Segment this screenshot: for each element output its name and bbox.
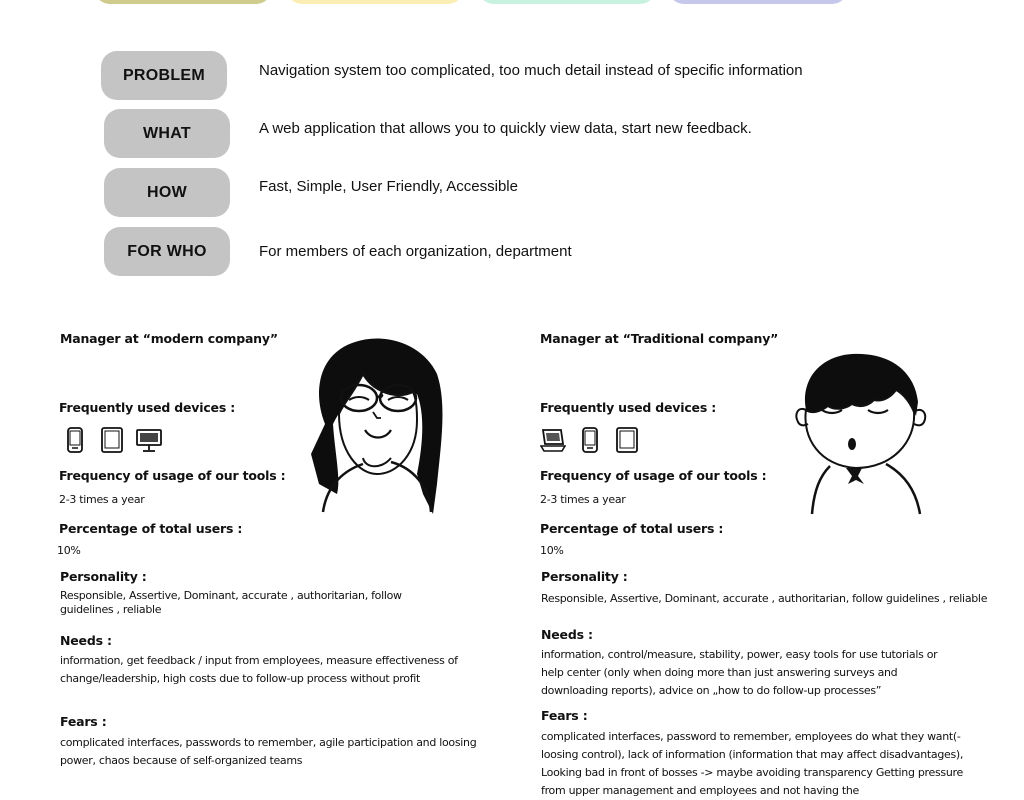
for-who-text: For members of each organization, department	[259, 243, 572, 260]
persona-2-needs: information, control/measure, stability, power, easy tools for use tutorials or help center (only when doing more than just answering surveys and downloading reports), advice on „how to do follow-up processes”	[541, 648, 938, 697]
how-tag: HOW	[104, 168, 230, 217]
persona-1-needs: information, get feedback / input from employees, measure effectiveness of change/leadership, high costs due to follow-up process without profit	[60, 654, 458, 685]
persona-2-devices-label: Frequently used devices :	[540, 400, 717, 415]
problem-text: Navigation system too complicated, too much detail instead of specific information	[259, 62, 803, 79]
desktop-icon	[136, 426, 162, 454]
persona-2-devices	[540, 426, 640, 454]
persona-2-personality-label: Personality :	[541, 569, 628, 584]
persona-2-fears: complicated interfaces, password to remember, employees do what they want(-loosing control), lack of information (information that may affect disadvantages), Looking bad in front of bosses -> maybe avoiding transparency Getting pressure from upper management and employees and not having the	[541, 730, 964, 797]
top-pill-1	[94, 0, 272, 4]
phone-icon	[62, 426, 88, 454]
persona-1-personality-label: Personality :	[60, 569, 147, 584]
top-pill-4	[668, 0, 848, 4]
persona-2-needs-label: Needs :	[541, 627, 593, 642]
persona-2-percentage: 10%	[540, 544, 564, 557]
phone-icon	[577, 426, 603, 454]
tablet-icon	[99, 426, 125, 454]
persona-2-frequency: 2-3 times a year	[540, 493, 626, 506]
woman-avatar	[305, 334, 445, 516]
persona-1-devices-label: Frequently used devices :	[59, 400, 236, 415]
what-text: A web application that allows you to quickly view data, start new feedback.	[259, 120, 752, 137]
tablet-icon	[614, 426, 640, 454]
persona-1-percentage: 10%	[57, 544, 81, 557]
top-pill-3	[478, 0, 656, 4]
persona-1-title: Manager at “modern company”	[60, 331, 278, 346]
top-pill-2	[286, 0, 464, 4]
persona-1-personality: Responsible, Assertive, Dominant, accurate , authoritarian, follow guidelines , reliable	[60, 589, 402, 616]
how-text: Fast, Simple, User Friendly, Accessible	[259, 178, 518, 195]
persona-1-needs-label: Needs :	[60, 633, 112, 648]
man-avatar	[790, 350, 935, 516]
persona-2-fears-label: Fears :	[541, 708, 588, 723]
persona-1-percentage-label: Percentage of total users :	[59, 521, 243, 536]
persona-1-fears-label: Fears :	[60, 714, 107, 729]
persona-2-frequency-label: Frequency of usage of our tools :	[540, 468, 767, 483]
persona-1-frequency-label: Frequency of usage of our tools :	[59, 468, 286, 483]
problem-tag: PROBLEM	[101, 51, 227, 100]
persona-2-personality: Responsible, Assertive, Dominant, accurate , authoritarian, follow guidelines , reliable	[541, 592, 988, 605]
persona-2-title: Manager at “Traditional company”	[540, 331, 779, 346]
persona-1-fears: complicated interfaces, passwords to remember, agile participation and loosing power, chaos because of self-organized teams	[60, 736, 477, 767]
persona-1-frequency: 2-3 times a year	[59, 493, 145, 506]
laptop-icon	[540, 426, 566, 454]
for-who-tag: FOR WHO	[104, 227, 230, 276]
persona-1-devices	[62, 426, 162, 454]
persona-2-percentage-label: Percentage of total users :	[540, 521, 724, 536]
what-tag: WHAT	[104, 109, 230, 158]
